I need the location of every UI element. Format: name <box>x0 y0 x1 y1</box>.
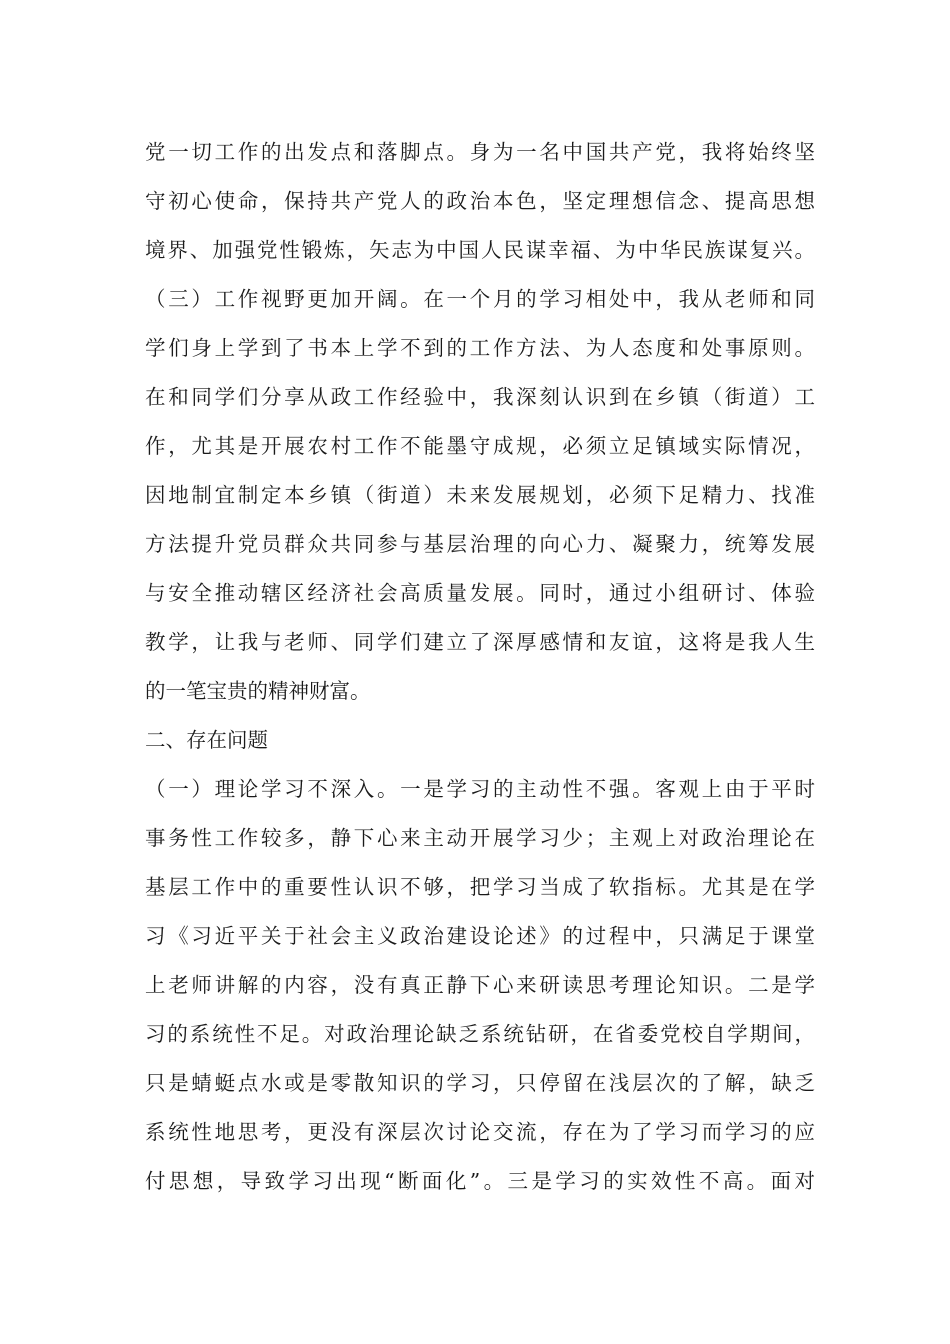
text-line: 只是蜻蜓点水或是零散知识的学习，只停留在浅层次的了解，缺乏 <box>145 1071 815 1095</box>
section-heading-line: （三）工作视野更加开阔。在一个月的学习相处中，我从老师和同 <box>145 287 815 311</box>
text-line: 在和同学们分享从政工作经验中，我深刻认识到在乡镇（街道）工 <box>145 385 815 409</box>
text-line: 事务性工作较多，静下心来主动开展学习少；主观上对政治理论在 <box>145 826 815 850</box>
text-line: 与安全推动辖区经济社会高质量发展。同时，通过小组研讨、体验 <box>145 581 815 605</box>
text-line: 上老师讲解的内容，没有真正静下心来研读思考理论知识。二是学 <box>145 973 815 997</box>
text-line: 党一切工作的出发点和落脚点。身为一名中国共产党，我将始终坚 <box>145 140 815 164</box>
text-line: 系统性地思考，更没有深层次讨论交流，存在为了学习而学习的应 <box>145 1120 815 1144</box>
text-line: 习的系统性不足。对政治理论缺乏系统钻研，在省委党校自学期间， <box>145 1022 815 1046</box>
text-line: 付思想，导致学习出现“断面化”。三是学习的实效性不高。面对 <box>145 1169 815 1193</box>
section-title: 二、存在问题 <box>145 728 268 752</box>
text-line: 的一笔宝贵的精神财富。 <box>145 679 371 703</box>
text-line: 境界、加强党性锻炼，矢志为中国人民谋幸福、为中华民族谋复兴。 <box>145 238 815 262</box>
section-heading-line: （一）理论学习不深入。一是学习的主动性不强。客观上由于平时 <box>145 777 815 801</box>
text-line: 守初心使命，保持共产党人的政治本色，坚定理想信念、提高思想 <box>145 189 815 213</box>
text-line: 教学，让我与老师、同学们建立了深厚感情和友谊，这将是我人生 <box>145 630 815 654</box>
text-line: 方法提升党员群众共同参与基层治理的向心力、凝聚力，统筹发展 <box>145 532 815 556</box>
text-line: 作，尤其是开展农村工作不能墨守成规，必须立足镇域实际情况， <box>145 434 815 458</box>
text-line: 习《习近平关于社会主义政治建设论述》的过程中，只满足于课堂 <box>145 924 815 948</box>
text-line: 基层工作中的重要性认识不够，把学习当成了软指标。尤其是在学 <box>145 875 815 899</box>
text-line: 学们身上学到了书本上学不到的工作方法、为人态度和处事原则。 <box>145 336 815 360</box>
text-line: 因地制宜制定本乡镇（街道）未来发展规划，必须下足精力、找准 <box>145 483 815 507</box>
